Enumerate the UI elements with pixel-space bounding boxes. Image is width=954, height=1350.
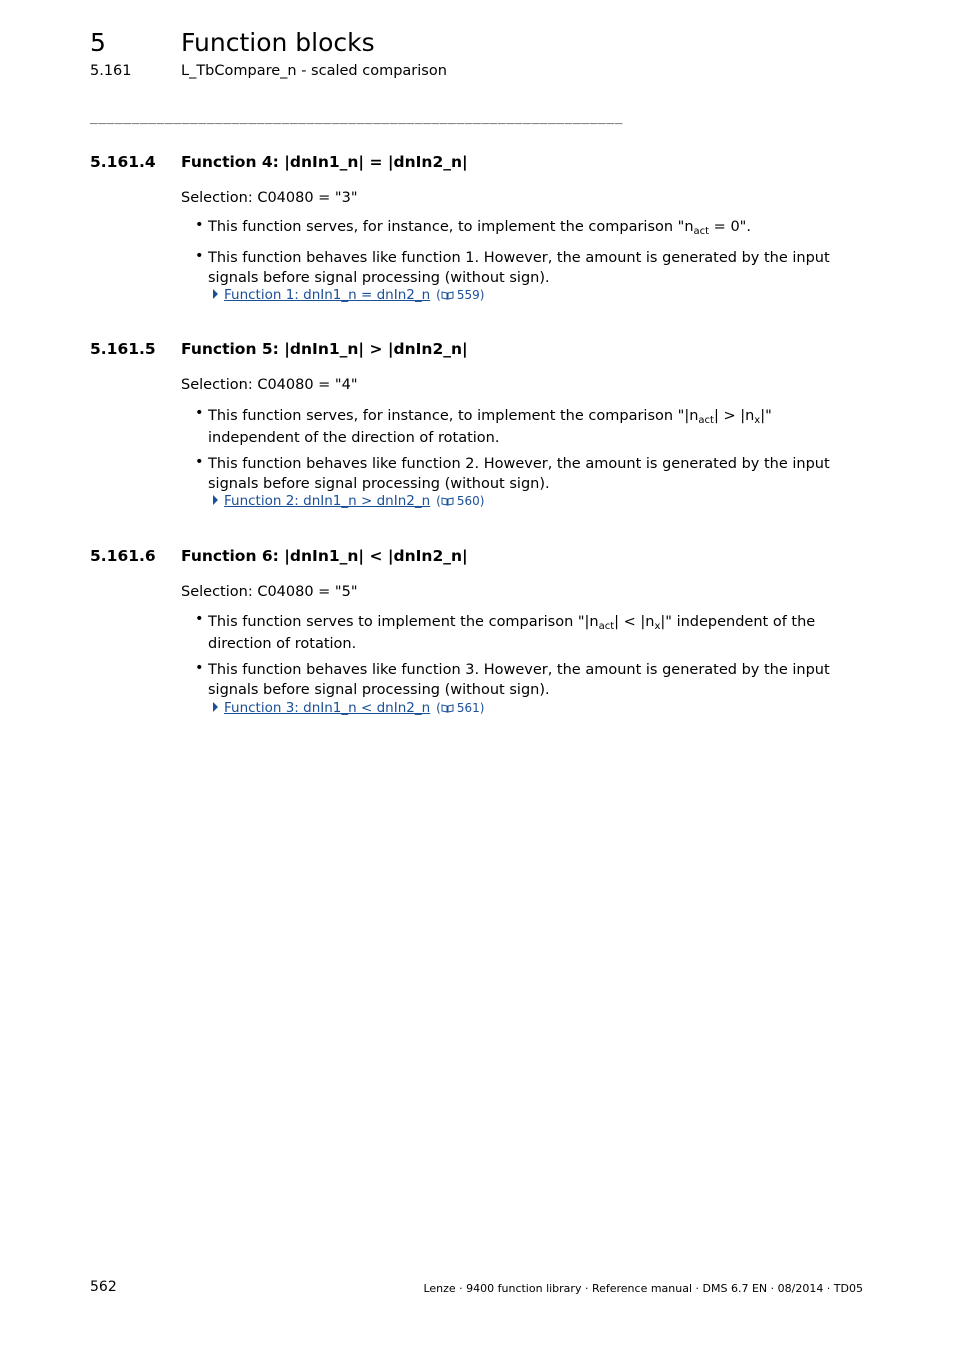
chapter-title: Function blocks	[181, 28, 375, 57]
section-title: L_TbCompare_n - scaled comparison	[181, 63, 447, 79]
bullet-text: This function behaves like function 1. However, the amount is generated by the input signals before signal processing (without sign).	[208, 250, 830, 286]
page-reference: ( 559)	[436, 288, 485, 302]
chapter-number: 5	[90, 28, 106, 57]
arrow-right-icon	[213, 289, 218, 299]
heading-title: Function 4: |dnIn1_n| = |dnIn2_n|	[181, 153, 468, 171]
heading-number: 5.161.6	[90, 547, 156, 565]
book-icon	[441, 291, 454, 300]
heading-number: 5.161.5	[90, 340, 156, 358]
bullet-text: This function behaves like function 2. However, the amount is generated by the input signals before signal processing (without sign).	[208, 456, 830, 492]
selection-text: Selection: C04080 = "3"	[181, 190, 358, 206]
cross-reference-link[interactable]	[213, 493, 484, 509]
bullet-marker: •	[195, 611, 204, 627]
book-icon	[441, 704, 454, 713]
bullet-text: This function behaves like function 3. However, the amount is generated by the input signals before signal processing (without sign).	[208, 662, 830, 698]
bullet-marker: •	[195, 405, 204, 421]
section-number: 5.161	[90, 63, 132, 79]
bullet-marker: •	[195, 248, 204, 264]
cross-reference-link[interactable]	[213, 700, 484, 716]
link-text[interactable]: Function 3: dnIn1_n < dnIn2_n	[224, 700, 431, 716]
bullet-text: This function serves, for instance, to implement the comparison "$n_{act} = 0$".	[208, 219, 751, 237]
bullet-text: This function serves to implement the comparison "$|n_{act}| < |n_x|$" independent of the direction of rotation.	[208, 614, 816, 652]
page-number: 562	[90, 1279, 117, 1295]
selection-text: Selection: C04080 = "5"	[181, 584, 358, 600]
page-reference: ( 561)	[436, 701, 485, 715]
header-divider: ________________________________________________________________	[90, 110, 623, 125]
link-text[interactable]: Function 2: dnIn1_n > dnIn2_n	[224, 493, 431, 509]
bullet-marker: •	[195, 454, 204, 470]
bullet-marker: •	[195, 660, 204, 676]
selection-text: Selection: C04080 = "4"	[181, 377, 358, 393]
heading-title: Function 6: |dnIn1_n| < |dnIn2_n|	[181, 547, 468, 565]
heading-number: 5.161.4	[90, 153, 156, 171]
book-icon	[441, 497, 454, 506]
arrow-right-icon	[213, 495, 218, 505]
arrow-right-icon	[213, 702, 218, 712]
document-info: Lenze · 9400 function library · Reference manual · DMS 6.7 EN · 08/2014 · TD05	[423, 1282, 863, 1295]
bullet-text: This function serves, for instance, to implement the comparison "$|n_{act}| > |n_x|$" independent of the direction of rotation.	[208, 408, 772, 446]
bullet-marker: •	[195, 217, 204, 233]
link-text[interactable]: Function 1: dnIn1_n = dnIn2_n	[224, 287, 431, 303]
cross-reference-link[interactable]	[213, 287, 484, 303]
page-reference: ( 560)	[436, 494, 485, 508]
heading-title: Function 5: |dnIn1_n| > |dnIn2_n|	[181, 340, 468, 358]
